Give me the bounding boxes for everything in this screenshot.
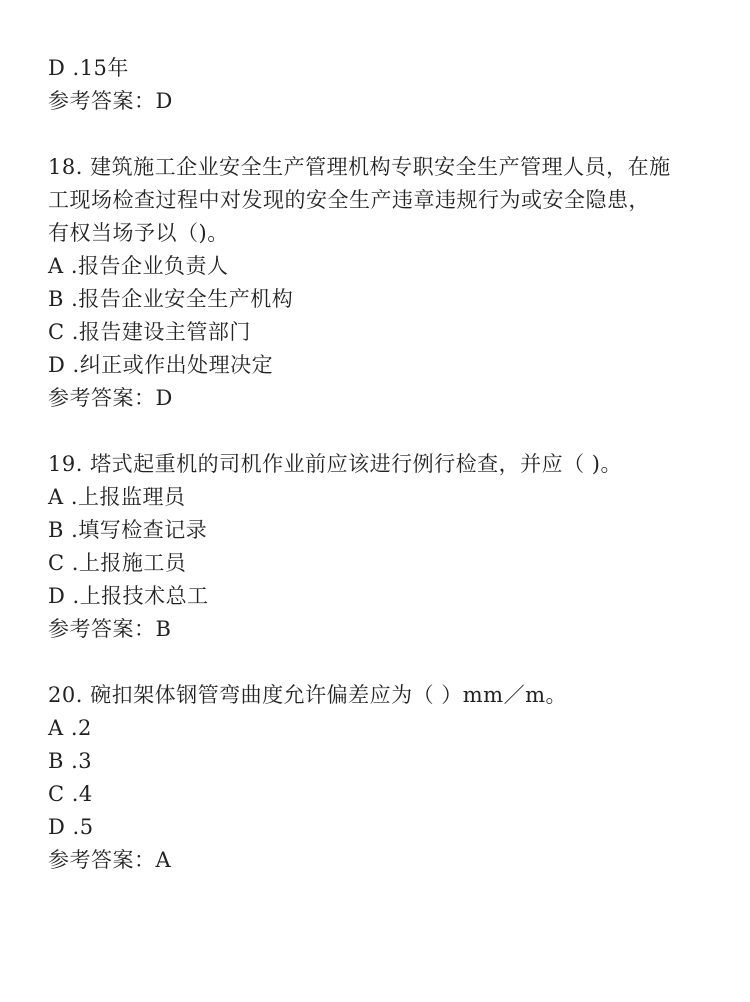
option-a: A .2 [48, 716, 92, 740]
option-b: B .3 [48, 749, 93, 773]
answer-line: 参考答案：D [48, 386, 173, 410]
option-c: C .上报施工员 [48, 551, 187, 575]
document-page [48, 52, 718, 877]
spacer [48, 415, 718, 448]
option-b: B .填写检查记录 [48, 518, 208, 542]
question-stem [48, 151, 718, 250]
question-20 [48, 679, 718, 877]
option-d: D .15年 [48, 56, 129, 80]
stem-line: 19. 塔式起重机的司机作业前应该进行例行检查，并应（ )。 [48, 452, 622, 476]
question-stem [48, 448, 718, 481]
answer-line: 参考答案：B [48, 617, 172, 641]
answer-line: 参考答案：A [48, 848, 172, 872]
option-d: D .上报技术总工 [48, 584, 209, 608]
question-19 [48, 448, 718, 646]
option-b: B .报告企业安全生产机构 [48, 287, 294, 311]
spacer [48, 118, 718, 151]
option-a: A .报告企业负责人 [48, 254, 229, 278]
option-a: A .上报监理员 [48, 485, 186, 509]
question-18 [48, 151, 718, 415]
previous-question-fragment [48, 52, 718, 118]
option-c: C .报告建设主管部门 [48, 320, 251, 344]
spacer [48, 646, 718, 679]
question-stem [48, 679, 718, 712]
stem-line: 20. 碗扣架体钢管弯曲度允许偏差应为（ ）mm／m。 [48, 683, 567, 707]
stem-line: 18. 建筑施工企业安全生产管理机构专职安全生产管理人员，在施 [48, 155, 671, 179]
option-d: D .纠正或作出处理决定 [48, 353, 274, 377]
answer-line: 参考答案：D [48, 89, 173, 113]
option-d: D .5 [48, 815, 94, 839]
stem-line: 工现场检查过程中对发现的安全生产违章违规行为或安全隐患， [48, 188, 650, 212]
option-c: C .4 [48, 782, 93, 806]
stem-line: 有权当场予以（)。 [48, 221, 229, 245]
